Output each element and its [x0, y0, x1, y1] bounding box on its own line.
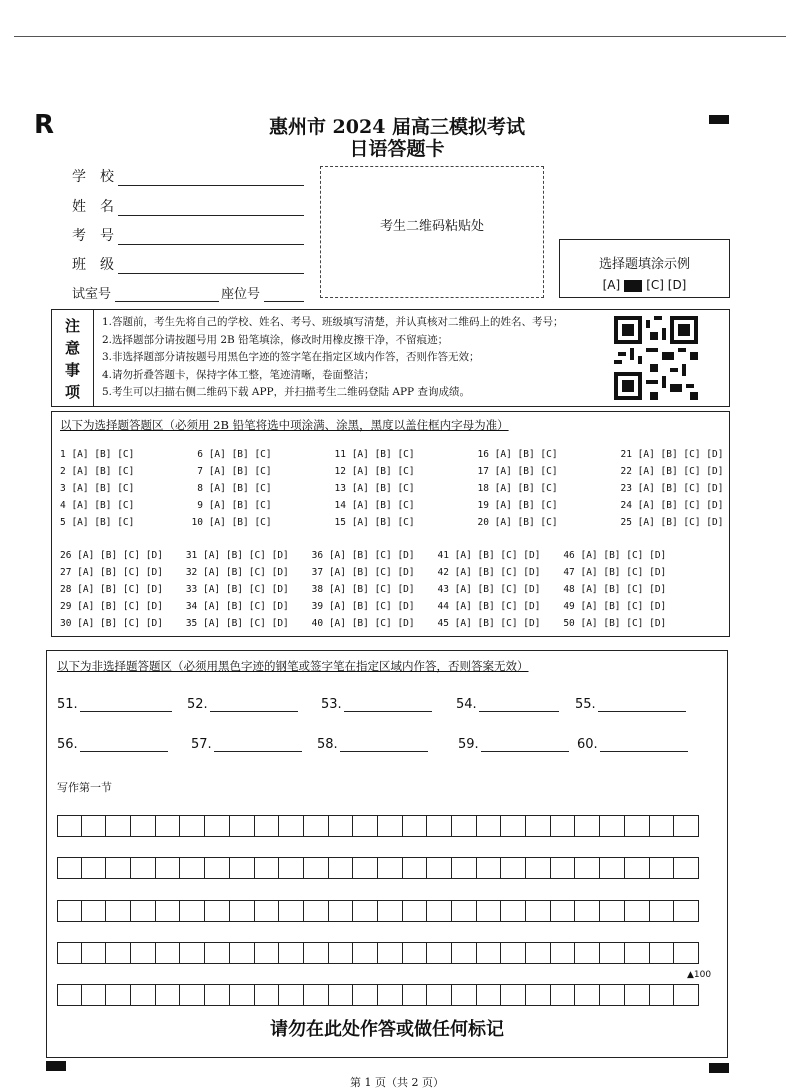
- writing-cell[interactable]: [279, 857, 304, 879]
- room-seat-row[interactable]: [72, 283, 304, 302]
- writing-cell[interactable]: [255, 857, 280, 879]
- writing-cell[interactable]: [205, 942, 230, 964]
- blank-51[interactable]: 51.: [57, 697, 172, 712]
- notice-item: 2.选择题部分请按题号用 2B 铅笔填涂，修改时用橡皮擦干净，不留痕迹；: [102, 333, 449, 346]
- multiple-choice-area: [51, 411, 730, 637]
- writing-cell[interactable]: [230, 942, 255, 964]
- writing-cell[interactable]: [427, 942, 452, 964]
- blank-54[interactable]: 54.: [456, 697, 559, 712]
- writing-grid-row[interactable]: [57, 942, 699, 964]
- writing-cell[interactable]: [57, 942, 82, 964]
- writing-cell[interactable]: [255, 942, 280, 964]
- name-field[interactable]: [72, 196, 304, 216]
- field-label: 姓 名: [72, 199, 114, 215]
- writing-cell[interactable]: [279, 942, 304, 964]
- writing-cell[interactable]: [625, 942, 650, 964]
- writing-cell[interactable]: [378, 815, 403, 837]
- writing-cell[interactable]: [600, 942, 625, 964]
- writing-grid-row[interactable]: [57, 900, 699, 922]
- writing-cell[interactable]: [329, 815, 354, 837]
- writing-cell[interactable]: [403, 815, 428, 837]
- option-row[interactable]: 2 [A] [B] [C] 7 [A] [B] [C] 12 [A] [B] [C] 17 [A] [B] [C] 22 [A] [B] [C] [D]: [60, 466, 724, 477]
- writing-cell[interactable]: [501, 900, 526, 922]
- school-field[interactable]: [72, 166, 304, 186]
- writing-cell[interactable]: [156, 984, 181, 1006]
- writing-cell[interactable]: [180, 900, 205, 922]
- option-row[interactable]: 28 [A] [B] [C] [D] 33 [A] [B] [C] [D] 38 [A] [B] [C] [D] 43 [A] [B] [C] [D] 48 [A] [B] [C] [D]: [60, 584, 667, 595]
- writing-cell[interactable]: [230, 984, 255, 1006]
- writing-cell[interactable]: [526, 942, 551, 964]
- writing-cell[interactable]: [57, 900, 82, 922]
- writing-cell[interactable]: [625, 900, 650, 922]
- blank-56[interactable]: 56.: [57, 737, 168, 752]
- writing-cell[interactable]: [526, 815, 551, 837]
- field-label: 班 级: [72, 257, 114, 273]
- writing-cell[interactable]: [477, 857, 502, 879]
- writing-cell[interactable]: [230, 815, 255, 837]
- option-row[interactable]: 3 [A] [B] [C] 8 [A] [B] [C] 13 [A] [B] [C] 18 [A] [B] [C] 23 [A] [B] [C] [D]: [60, 483, 724, 494]
- writing-cell[interactable]: [427, 815, 452, 837]
- writing-cell[interactable]: [156, 942, 181, 964]
- free-response-area: [46, 650, 728, 1058]
- writing-cell[interactable]: [106, 857, 131, 879]
- writing-cell[interactable]: [378, 942, 403, 964]
- writing-cell[interactable]: [526, 857, 551, 879]
- writing-cell[interactable]: [378, 857, 403, 879]
- writing-cell[interactable]: [600, 900, 625, 922]
- option-row[interactable]: 29 [A] [B] [C] [D] 34 [A] [B] [C] [D] 39 [A] [B] [C] [D] 44 [A] [B] [C] [D] 49 [A] [B] [C] [D]: [60, 601, 667, 612]
- writing-cell[interactable]: [378, 984, 403, 1006]
- writing-cell[interactable]: [600, 815, 625, 837]
- option-row[interactable]: 27 [A] [B] [C] [D] 32 [A] [B] [C] [D] 37 [A] [B] [C] [D] 42 [A] [B] [C] [D] 47 [A] [B] [C] [D]: [60, 567, 667, 578]
- writing-cell[interactable]: [353, 942, 378, 964]
- writing-cell[interactable]: [551, 984, 576, 1006]
- writing-cell[interactable]: [378, 900, 403, 922]
- notice-item: 3.非选择题部分请按题号用黑色字迹的签字笔在指定区域内作答，否则作答无效；: [102, 351, 480, 363]
- writing-cell[interactable]: [501, 815, 526, 837]
- writing-cell[interactable]: [501, 857, 526, 879]
- writing-cell[interactable]: [625, 857, 650, 879]
- writing-cell[interactable]: [650, 900, 675, 922]
- corner-letter: R: [34, 110, 55, 140]
- writing-cell[interactable]: [650, 857, 675, 879]
- writing-cell[interactable]: [477, 984, 502, 1006]
- no-mark-warning: 请勿在此处作答或做任何标记: [270, 1019, 504, 1040]
- writing-cell[interactable]: [575, 984, 600, 1006]
- word-count-marker: ▲100: [687, 970, 712, 980]
- exam-title: 惠州市 2024 届高三模拟考试: [268, 116, 526, 138]
- writing-cell[interactable]: [329, 984, 354, 1006]
- writing-cell[interactable]: [131, 857, 156, 879]
- writing-cell[interactable]: [427, 984, 452, 1006]
- writing-cell[interactable]: [230, 857, 255, 879]
- alignment-mark: [709, 1063, 729, 1073]
- qr-sticker-area: [320, 166, 544, 298]
- writing-cell[interactable]: [156, 857, 181, 879]
- writing-grid-row[interactable]: [57, 857, 699, 879]
- filled-bubble: [624, 280, 642, 292]
- writing-cell[interactable]: [82, 942, 107, 964]
- writing-cell[interactable]: [131, 984, 156, 1006]
- writing-cell[interactable]: [674, 942, 699, 964]
- writing-cell[interactable]: [279, 815, 304, 837]
- page-footer: 第 1 页（共 2 页）: [350, 1076, 444, 1089]
- writing-cell[interactable]: [279, 984, 304, 1006]
- writing-cell[interactable]: [477, 942, 502, 964]
- writing-cell[interactable]: [205, 857, 230, 879]
- writing-cell[interactable]: [180, 815, 205, 837]
- writing-cell[interactable]: [304, 857, 329, 879]
- example-title: 选择题填涂示例: [598, 257, 690, 272]
- writing-cell[interactable]: [131, 942, 156, 964]
- blank-55[interactable]: 55.: [575, 697, 686, 712]
- writing-cell[interactable]: [82, 984, 107, 1006]
- writing-cell[interactable]: [329, 857, 354, 879]
- writing-cell[interactable]: [403, 942, 428, 964]
- class-field[interactable]: [72, 254, 304, 274]
- writing-cell[interactable]: [180, 942, 205, 964]
- writing-cell[interactable]: [452, 900, 477, 922]
- nc-heading: 以下为非选择题答题区（必须用黑色字迹的钢笔或签字笔在指定区域内作答，否则答案无效）: [57, 659, 529, 673]
- writing-cell[interactable]: [353, 815, 378, 837]
- writing-cell[interactable]: [353, 857, 378, 879]
- writing-cell[interactable]: [57, 984, 82, 1006]
- writing-cell[interactable]: [650, 984, 675, 1006]
- writing-cell[interactable]: [600, 857, 625, 879]
- writing-cell[interactable]: [106, 984, 131, 1006]
- writing-grid-row[interactable]: [57, 815, 699, 837]
- writing-cell[interactable]: [230, 900, 255, 922]
- writing-cell[interactable]: [353, 900, 378, 922]
- notice-item: 5.考生可以扫描右侧二维码下载 APP，并扫描考生二维码登陆 APP 查询成绩。: [102, 386, 470, 398]
- blank-58[interactable]: 58.: [317, 737, 428, 752]
- writing-cell[interactable]: [427, 900, 452, 922]
- option-row[interactable]: 26 [A] [B] [C] [D] 31 [A] [B] [C] [D] 36 [A] [B] [C] [D] 41 [A] [B] [C] [D] 46 [A] [B] [C] [D]: [60, 550, 667, 561]
- writing-cell[interactable]: [575, 900, 600, 922]
- writing-cell[interactable]: [575, 857, 600, 879]
- app-qr-code-icon: [614, 316, 698, 400]
- writing-cell[interactable]: [526, 984, 551, 1006]
- writing-cell[interactable]: [131, 900, 156, 922]
- writing-cell[interactable]: [501, 984, 526, 1006]
- writing-cell[interactable]: [551, 857, 576, 879]
- writing-cell[interactable]: [600, 984, 625, 1006]
- writing-cell[interactable]: [650, 942, 675, 964]
- option-row[interactable]: 1 [A] [B] [C] 6 [A] [B] [C] 11 [A] [B] [C] 16 [A] [B] [C] 21 [A] [B] [C] [D]: [60, 449, 724, 460]
- writing-cell[interactable]: [575, 815, 600, 837]
- notice-list: [102, 314, 564, 402]
- writing-cell[interactable]: [57, 815, 82, 837]
- writing-cell[interactable]: [625, 815, 650, 837]
- writing-cell[interactable]: [452, 815, 477, 837]
- writing-cell[interactable]: [575, 942, 600, 964]
- writing-cell[interactable]: [255, 984, 280, 1006]
- writing-cell[interactable]: [674, 815, 699, 837]
- writing-cell[interactable]: [304, 900, 329, 922]
- writing-cell[interactable]: [526, 900, 551, 922]
- blank-59[interactable]: 59.: [458, 737, 569, 752]
- room-label: 试室号: [72, 287, 112, 302]
- fill-example: [559, 239, 730, 298]
- writing-cell[interactable]: [625, 984, 650, 1006]
- writing-cell[interactable]: [427, 857, 452, 879]
- writing-cell[interactable]: [180, 984, 205, 1006]
- option-row[interactable]: 4 [A] [B] [C] 9 [A] [B] [C] 14 [A] [B] [C] 19 [A] [B] [C] 24 [A] [B] [C] [D]: [60, 500, 724, 511]
- writing-cell[interactable]: [82, 900, 107, 922]
- notice-item: 4.请勿折叠答题卡，保持字体工整，笔迹清晰，卷面整洁；: [102, 368, 375, 381]
- writing-grid-row[interactable]: [57, 984, 699, 1006]
- writing-label: 写作第一节: [57, 781, 112, 794]
- option-row[interactable]: 30 [A] [B] [C] [D] 35 [A] [B] [C] [D] 40 [A] [B] [C] [D] 45 [A] [B] [C] [D] 50 [A] [B] [C] [D]: [60, 618, 667, 629]
- blank-53[interactable]: 53.: [321, 697, 432, 712]
- writing-cell[interactable]: [156, 815, 181, 837]
- writing-cell[interactable]: [205, 900, 230, 922]
- writing-cell[interactable]: [131, 815, 156, 837]
- writing-cell[interactable]: [255, 900, 280, 922]
- writing-cell[interactable]: [551, 815, 576, 837]
- writing-cell[interactable]: [452, 857, 477, 879]
- top-rule: [14, 36, 786, 37]
- writing-cell[interactable]: [674, 857, 699, 879]
- example-options: [A] [C] [D]: [602, 278, 687, 292]
- blank-60[interactable]: 60.: [577, 737, 688, 752]
- writing-cell[interactable]: [156, 900, 181, 922]
- blank-57[interactable]: 57.: [191, 737, 302, 752]
- writing-cell[interactable]: [551, 900, 576, 922]
- alignment-mark: [46, 1061, 66, 1071]
- writing-cell[interactable]: [403, 984, 428, 1006]
- writing-cell[interactable]: [304, 984, 329, 1006]
- writing-cell[interactable]: [205, 984, 230, 1006]
- exam-number-field[interactable]: [72, 225, 304, 245]
- writing-cell[interactable]: [477, 815, 502, 837]
- writing-cell[interactable]: [329, 942, 354, 964]
- writing-cell[interactable]: [180, 857, 205, 879]
- writing-cell[interactable]: [82, 815, 107, 837]
- blank-52[interactable]: 52.: [187, 697, 298, 712]
- writing-cell[interactable]: [304, 942, 329, 964]
- notice-item: 1.答题前，考生先将自己的学校、姓名、考号、班级填写清楚，并认真核对二维码上的姓名、考号；: [102, 316, 564, 328]
- writing-cell[interactable]: [403, 857, 428, 879]
- mc-heading: 以下为选择题答题区（必须用 2B 铅笔将选中项涂满、涂黑，黑度以盖住框内字母为准）: [60, 418, 509, 432]
- writing-cell[interactable]: [57, 857, 82, 879]
- seat-label: 座位号: [221, 287, 261, 302]
- notice-box: [51, 309, 730, 407]
- card-title: 日语答题卡: [349, 138, 445, 160]
- writing-cell[interactable]: [304, 815, 329, 837]
- writing-cell[interactable]: [452, 984, 477, 1006]
- qr-placeholder-text: 考生二维码粘贴处: [379, 219, 484, 234]
- writing-cell[interactable]: [477, 900, 502, 922]
- writing-cell[interactable]: [551, 942, 576, 964]
- writing-cell[interactable]: [452, 942, 477, 964]
- writing-cell[interactable]: [106, 942, 131, 964]
- notice-label: 注 意 事 项: [52, 310, 94, 406]
- writing-cell[interactable]: [329, 900, 354, 922]
- writing-cell[interactable]: [106, 815, 131, 837]
- writing-cell[interactable]: [674, 900, 699, 922]
- writing-cell[interactable]: [106, 900, 131, 922]
- writing-cell[interactable]: [403, 900, 428, 922]
- writing-cell[interactable]: [255, 815, 280, 837]
- writing-cell[interactable]: [205, 815, 230, 837]
- writing-cell[interactable]: [650, 815, 675, 837]
- field-label: 学 校: [72, 169, 114, 185]
- writing-cell[interactable]: [353, 984, 378, 1006]
- option-row[interactable]: 5 [A] [B] [C] 10 [A] [B] [C] 15 [A] [B] [C] 20 [A] [B] [C] 25 [A] [B] [C] [D]: [60, 517, 724, 528]
- writing-cell[interactable]: [82, 857, 107, 879]
- writing-cell[interactable]: [279, 900, 304, 922]
- field-label: 考 号: [72, 228, 114, 244]
- writing-cell[interactable]: [674, 984, 699, 1006]
- writing-cell[interactable]: [501, 942, 526, 964]
